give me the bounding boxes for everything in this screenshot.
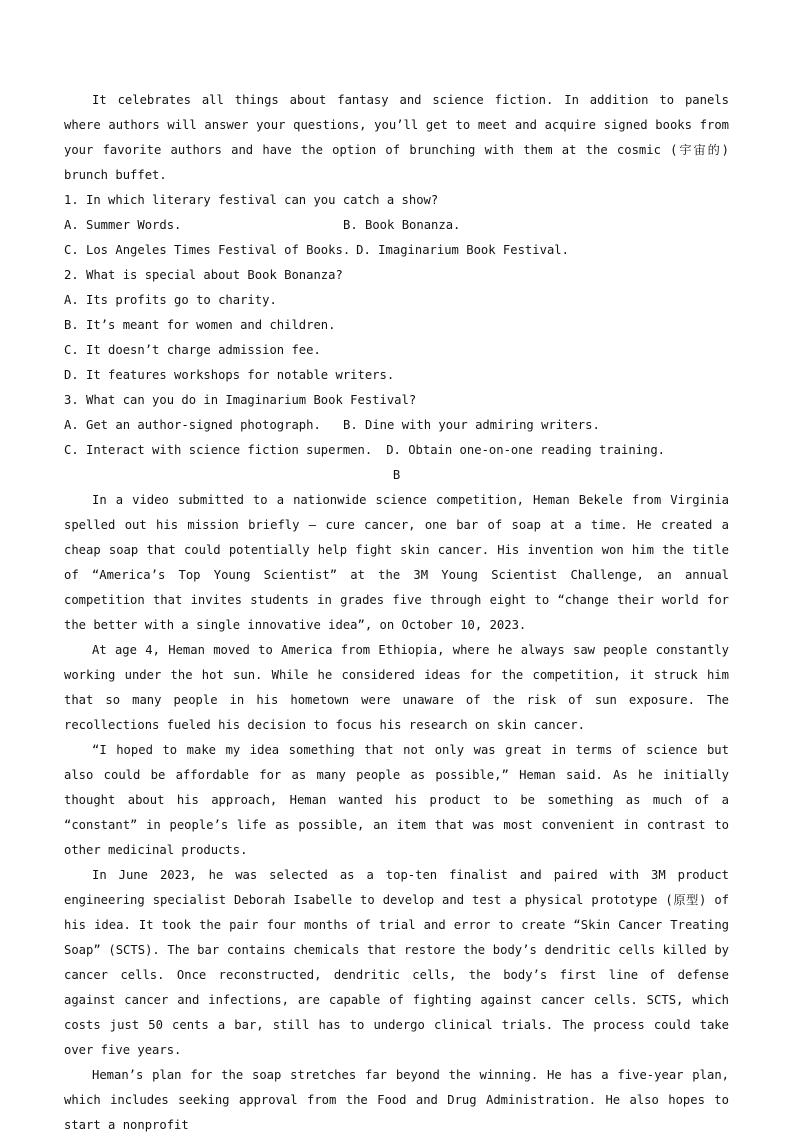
option-d: D. It features workshops for notable writers. <box>64 368 395 382</box>
question-2 <box>64 263 729 388</box>
option-c: C. It doesn’t charge admission fee. <box>64 343 321 357</box>
option-a: A. Summer Words. <box>64 218 182 232</box>
options-row <box>64 438 729 463</box>
section-b-paragraph: In June 2023, he was selected as a top-ten finalist and paired with 3M product engineering specialist Deborah Isabelle to develop and test a physical prototype (原型) of his idea. It took the pair four months of trial and error to create “Skin Cancer Treating Soap” (SCTS). The bar contains chemicals that restore the body’s dendritic cells killed by cancer cells. Once reconstructed, dendritic cells, the body’s first line of defense against cancer and infections, are capable of fighting against cancer cells. SCTS, which costs just 50 cents a bar, still has to undergo clinical trials. The process could take over five years. <box>64 868 729 1057</box>
question-stem: 1. In which literary festival can you catch a show? <box>64 193 439 207</box>
question-3 <box>64 388 729 463</box>
option-c: C. Interact with science fiction supermen. <box>64 443 373 457</box>
section-b-paragraph: Heman’s plan for the soap stretches far beyond the winning. He has a five-year plan, which includes seeking approval from the Food and Drug Administration. He also hopes to start a nonprofit <box>64 1068 729 1132</box>
option-b: B. Book Bonanza. <box>343 218 461 232</box>
section-heading: B <box>392 468 401 482</box>
question-1 <box>64 188 729 263</box>
option-b: B. Dine with your admiring writers. <box>343 418 600 432</box>
section-b-paragraph: At age 4, Heman moved to America from Ethiopia, where he always saw people constantly working under the hot sun. While he considered ideas for the competition, it struck him that so many people in his hometown were unaware of the risk of sun exposure. The recollections fueled his decision to focus his research on skin cancer. <box>64 643 729 732</box>
option-d: D. Imaginarium Book Festival. <box>356 243 569 257</box>
section-b-paragraph: “I hoped to make my idea something that not only was great in terms of science but also could be affordable for as many people as possible,” Heman said. As he initially thought about his approach, Heman wanted his product to be something as much of a “constant” in people’s life as possible, an item that was most convenient in contrast to other medicinal products. <box>64 743 729 857</box>
section-b-paragraph: In a video submitted to a nationwide science competition, Heman Bekele from Virginia spelled out his mission briefly — cure cancer, one bar of soap at a time. He created a cheap soap that could potentially help fight skin cancer. His invention won him the title of “America’s Top Young Scientist” at the 3M Young Scientist Challenge, an annual competition that invites students in grades five through eight to “change their world for the better with a single innovative idea”, on October 10, 2023. <box>64 493 729 632</box>
option-a: A. Get an author-signed photograph. <box>64 418 321 432</box>
document-page <box>64 88 729 1138</box>
question-stem: 2. What is special about Book Bonanza? <box>64 268 343 282</box>
options-row <box>64 213 729 238</box>
option-d: D. Obtain one-on-one reading training. <box>386 443 666 457</box>
question-stem: 3. What can you do in Imaginarium Book Festival? <box>64 393 417 407</box>
passage-a-tail-paragraph: It celebrates all things about fantasy and science fiction. In addition to panels where authors will answer your questions, you’ll get to meet and acquire signed books from your favorite authors and have the option of brunching with them at the cosmic (宇宙的) brunch buffet. <box>64 93 729 182</box>
option-b: B. It’s meant for women and children. <box>64 318 336 332</box>
options-row <box>64 413 729 438</box>
option-a: A. Its profits go to charity. <box>64 293 277 307</box>
options-row <box>64 238 729 263</box>
option-c: C. Los Angeles Times Festival of Books. <box>64 243 351 257</box>
